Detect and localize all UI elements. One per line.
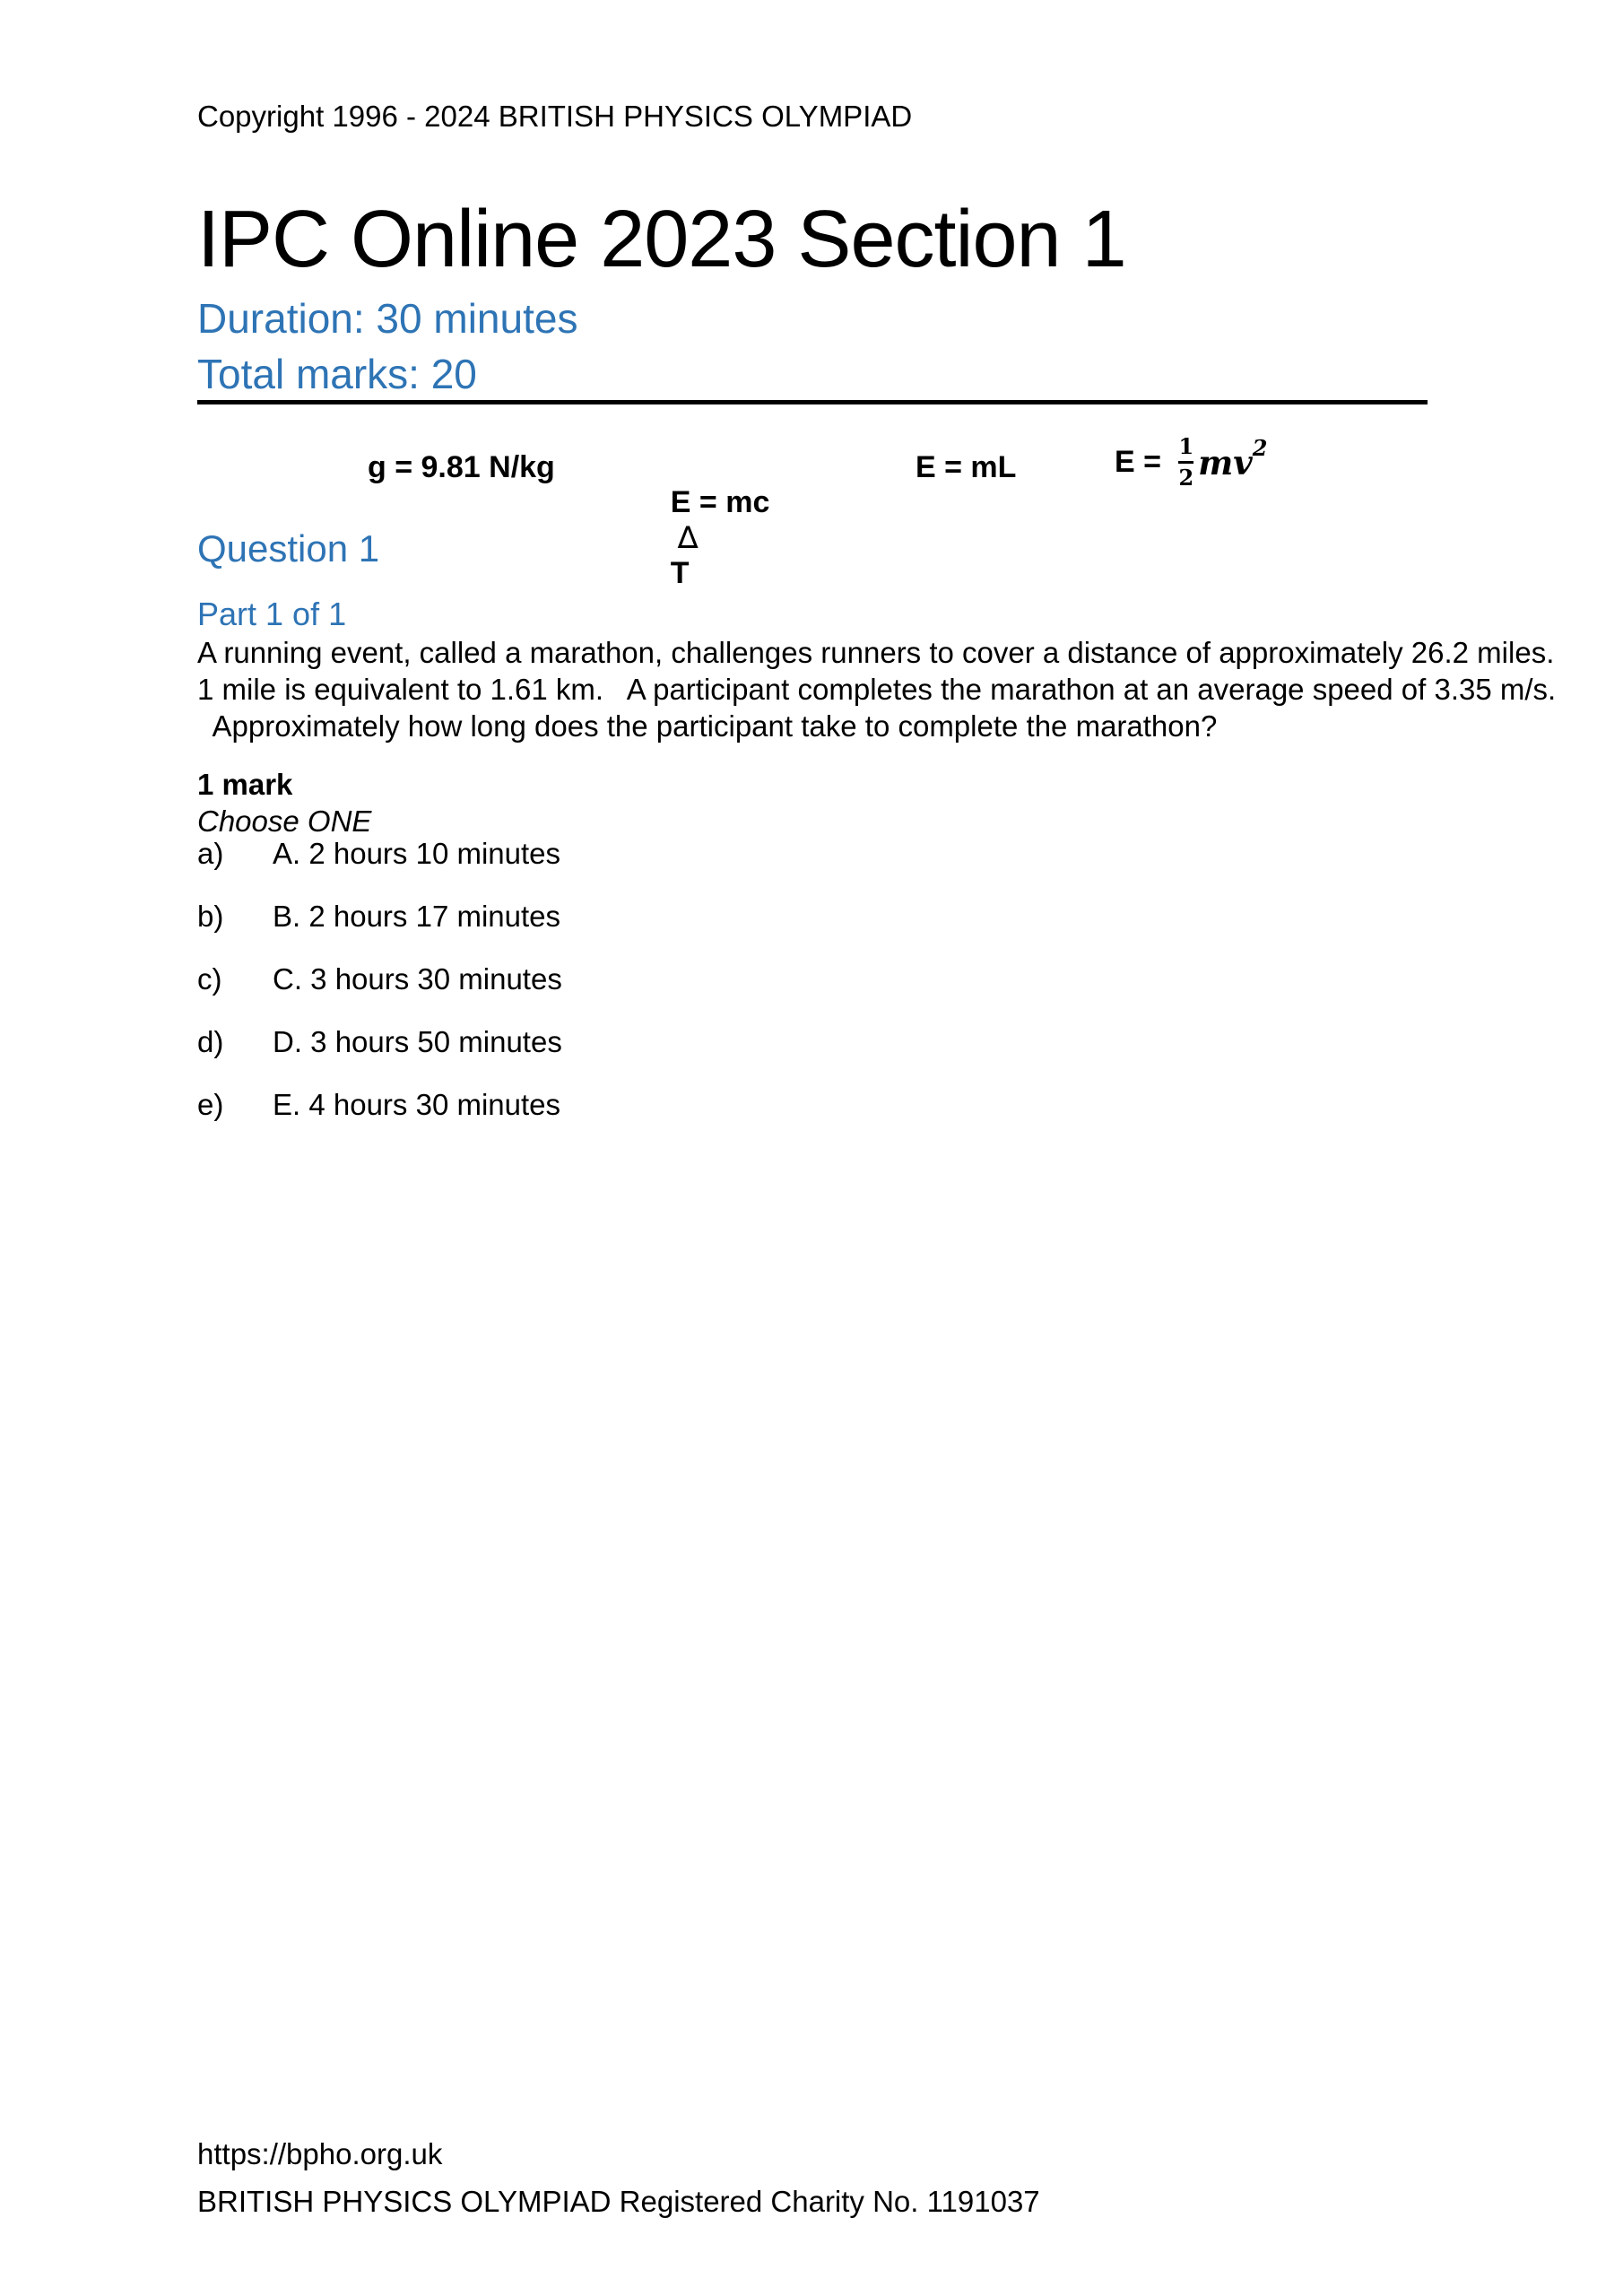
fraction-denominator: 2 [1178, 461, 1193, 489]
answer-option-e [197, 1087, 560, 1123]
delta-symbol: ∆ [677, 520, 699, 556]
question-body-line: Approximately how long does the participant take to complete the marathon? [197, 709, 1218, 743]
page-title: IPC Online 2023 Section 1 [197, 195, 1126, 284]
question-body-line: 1 mile is equivalent to 1.61 km. A participant completes the marathon at an average speed of 3.35 m/s. [197, 673, 1557, 706]
copyright-text: Copyright 1996 - 2024 BRITISH PHYSICS OLYMPIAD [197, 100, 913, 133]
option-key: c) [197, 962, 222, 996]
option-label: D. 3 hours 50 minutes [273, 1025, 562, 1058]
option-label: C. 3 hours 30 minutes [273, 962, 562, 996]
horizontal-rule [197, 400, 1428, 404]
total-marks-text: Total marks: 20 [197, 351, 477, 397]
option-key: b) [197, 900, 224, 933]
duration-text: Duration: 30 minutes [197, 295, 578, 342]
option-label: B. 2 hours 17 minutes [273, 900, 561, 933]
fraction-one-half [1178, 433, 1194, 491]
formula-kinetic-energy [1115, 433, 1268, 491]
option-key: e) [197, 1088, 224, 1121]
question-part-heading: Part 1 of 1 [197, 596, 347, 632]
footer-charity-text: BRITISH PHYSICS OLYMPIAD Registered Charity No. 1191037 [197, 2185, 1040, 2218]
option-label: A. 2 hours 10 minutes [273, 837, 561, 870]
formula-specific-heat-suffix: T [670, 556, 690, 590]
answer-option-a [197, 836, 560, 872]
formula-gravity: g = 9.81 N/kg [368, 450, 555, 484]
kinetic-exponent: 2 [1252, 435, 1268, 461]
option-key: d) [197, 1025, 224, 1058]
formula-latent-heat: E = mL [916, 450, 1017, 484]
answer-option-b [197, 899, 560, 935]
fraction-numerator: 1 [1178, 433, 1194, 459]
answer-option-d [197, 1024, 562, 1060]
footer-url-link[interactable]: https://bpho.org.uk [197, 2137, 443, 2170]
formula-specific-heat [637, 450, 769, 626]
question-heading: Question 1 [197, 527, 380, 570]
choose-one-instruction: Choose ONE [197, 804, 372, 838]
option-key: a) [197, 837, 224, 870]
answer-option-c [197, 961, 562, 997]
kinetic-variable: mv [1198, 442, 1253, 483]
option-label: E. 4 hours 30 minutes [273, 1088, 561, 1121]
marks-label: 1 mark [197, 768, 293, 801]
formula-kinetic-prefix: E = [1115, 445, 1170, 479]
question-body-line: A running event, called a marathon, challenges runners to cover a distance of approximately 26.2 miles. [197, 636, 1555, 669]
formula-specific-heat-prefix: E = mc [670, 485, 770, 519]
